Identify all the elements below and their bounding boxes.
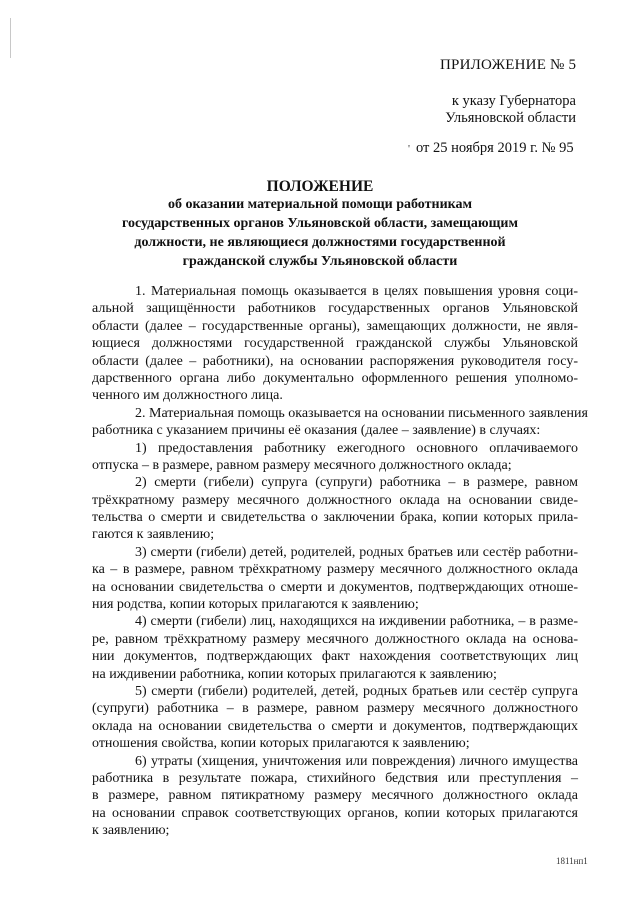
paragraph — [92, 753, 578, 840]
paragraph-line: гаются к заявлению; — [92, 527, 215, 543]
paragraph-line: области (далее – работники), на основании распоряжения руководителя госу- — [92, 353, 578, 369]
footer-code: 1811нп1 — [556, 856, 588, 866]
paragraph — [92, 440, 578, 475]
paragraph-line: 4) смерти (гибели) лиц, находящихся на иждивении работника, – в разме- — [135, 614, 578, 630]
subtitle-line: государственных органов Ульяновской области, замещающим — [122, 216, 518, 231]
paragraph — [92, 405, 588, 440]
paragraph-line: 3) смерти (гибели) детей, родителей, родных братьев или сестёр работни- — [135, 544, 578, 560]
margin-scan-mark — [10, 18, 11, 58]
paragraph-line: 1) предоставления работнику ежегодного основного оплачиваемого — [135, 440, 578, 456]
paragraph-line: 5) смерти (гибели) родителей, детей, родных братьев или сестёр супруга — [135, 683, 578, 699]
document-subtitle — [110, 195, 530, 271]
paragraph-line: в размере, равном пятикратному размеру месячного должностного оклада — [92, 788, 578, 804]
paragraph-line: области (далее – государственные органы), замещающих должности, не явля- — [92, 318, 578, 334]
subtitle-line: гражданской службы Ульяновской области — [182, 254, 458, 269]
paragraph-line: 6) утраты (хищения, уничтожения или повреждения) личного имущества — [135, 753, 578, 769]
paragraph-line: работника с указанием причины её оказания (далее – заявление) в случаях: — [92, 423, 541, 439]
paragraph-line: на основании справок соответствующих органов, копии которых прилагаются — [92, 805, 578, 821]
decree-reference — [400, 93, 576, 127]
date-tick-mark: ' — [408, 143, 410, 155]
paragraph-line: отпуска – в размере, равном размеру месячного должностного оклада; — [92, 457, 512, 473]
paragraph-line: дарственного органа либо документально оформленного решения уполномо- — [92, 370, 578, 386]
paragraph-line: ющиеся должностями государственной гражданской службы Ульяновской — [92, 336, 578, 352]
decree-date: от 25 ноября 2019 г. № 95 — [415, 140, 574, 156]
paragraph-line: 1. Материальная помощь оказывается в целях повышения уровня соци- — [135, 284, 578, 299]
paragraph — [92, 283, 578, 405]
paragraph-line: тельства о смерти и свидетельства о заключении брака, копии которых прила- — [92, 510, 578, 526]
paragraph-line: оклада на основании свидетельства о смерти и документов, подтверждающих — [92, 718, 578, 734]
decree-line: к указу Губернатора — [451, 93, 576, 109]
paragraph-line: на иждивении работника, копии которых прилагаются к заявлению; — [92, 666, 497, 682]
paragraph-line: на основании свидетельства о смерти и документов, подтверждающих отноше- — [92, 579, 578, 595]
paragraph — [92, 544, 578, 614]
paragraph-line: к заявлению; — [92, 823, 170, 839]
decree-line: Ульяновской области — [445, 110, 576, 126]
paragraph-line: трёхкратному размеру месячного должностного оклада на основании свиде- — [92, 492, 578, 508]
paragraph-line: отношения свойства, копии которых прилагаются к заявлению; — [92, 736, 470, 752]
subtitle-line: должности, не являющиеся должностями государственной — [134, 235, 506, 250]
document-body — [92, 283, 588, 840]
paragraph-line: ре, равном трёхкратному размеру месячного должностного оклада на основа- — [92, 631, 578, 647]
subtitle-line: об оказании материальной помощи работникам — [167, 197, 473, 212]
paragraph-line: ка – в размере, равном трёхкратному размеру месячного должностного оклада — [92, 562, 578, 578]
appendix-number: ПРИЛОЖЕНИЕ № 5 — [440, 57, 577, 73]
paragraph — [92, 474, 578, 544]
paragraph — [92, 613, 578, 683]
paragraph-line: работника в результате пожара, стихийного бедствия или преступления – — [92, 770, 578, 786]
decree-date-line — [408, 140, 574, 157]
paragraph-line: ченного им должностного лица. — [92, 388, 283, 404]
paragraph — [92, 683, 578, 753]
paragraph-line: (супруги) работника – в размере, равном размеру месячного должностного — [92, 701, 578, 717]
document-title: ПОЛОЖЕНИЕ — [266, 178, 374, 195]
paragraph-line: 2) смерти (гибели) супруга (супруги) работника – в размере, равном — [135, 475, 578, 491]
paragraph-line: ния родства, копии которых прилагаются к заявлению; — [92, 597, 419, 613]
paragraph-line: альной защищённости работников государственных органов Ульяновской — [92, 301, 578, 317]
paragraph-line: нии документов, подтверждающих факт нахождения соответствующих лиц — [92, 649, 578, 665]
paragraph-line: 2. Материальная помощь оказывается на основании письменного заявления — [135, 405, 588, 421]
